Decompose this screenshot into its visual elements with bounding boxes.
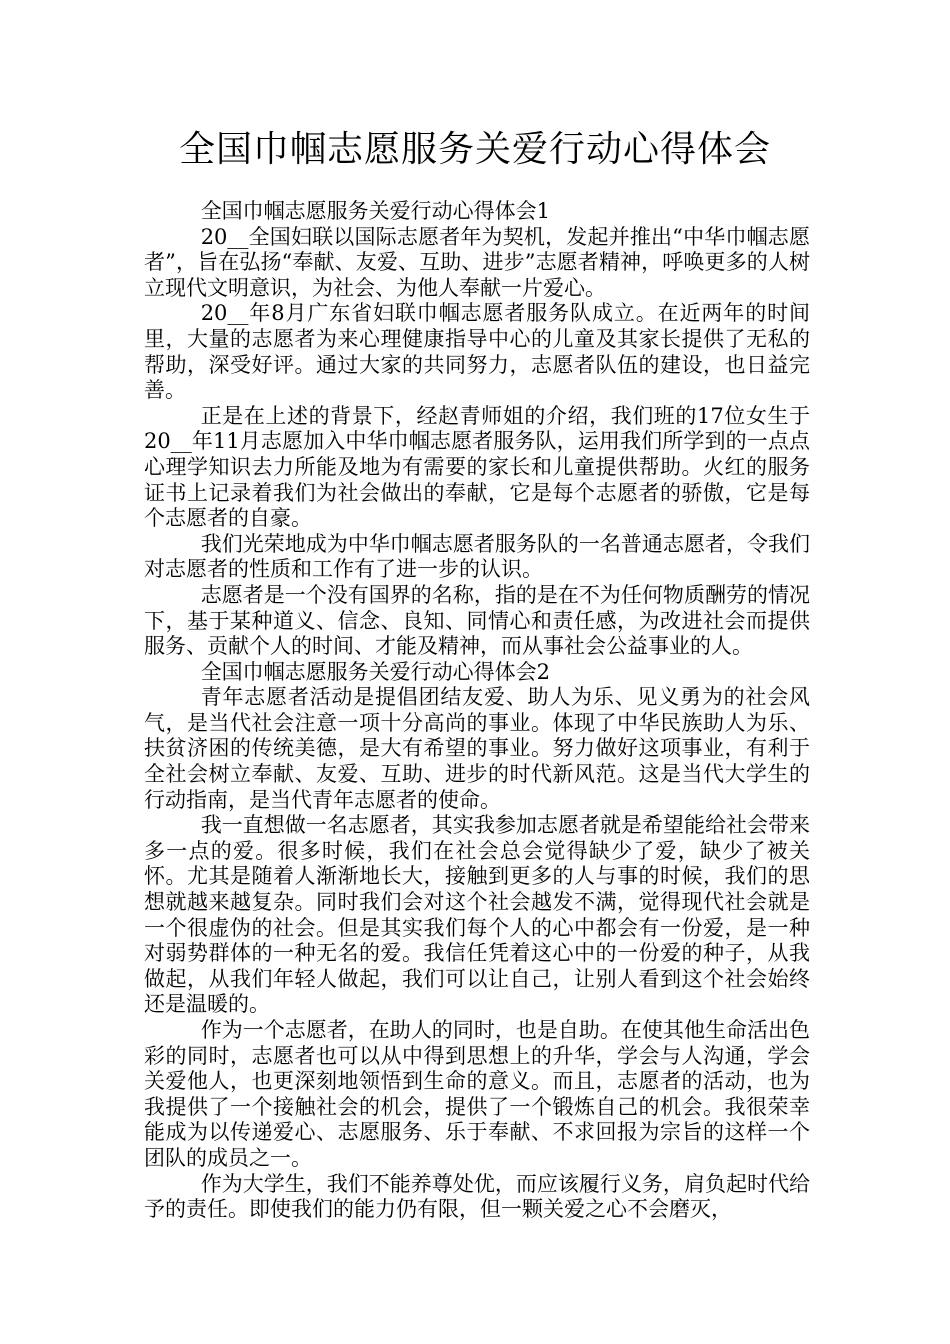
paragraph: 作为大学生，我们不能养尊处优，而应该履行义务，肩负起时代给予的责任。即使我们的能力仍有限，但一颗关爱之心不会磨灭，: [144, 1171, 810, 1222]
page-title: 全国巾帼志愿服务关爱行动心得体会: [178, 129, 771, 170]
paragraph: 我一直想做一名志愿者，其实我参加志愿者就是希望能给社会带来多一点的爱。很多时候，我们在社会总会觉得缺少了爱，缺少了被关怀。尤其是随着人渐渐地长大，接触到更多的人与事的时候，我们的思想就越来越复杂。同时我们会对这个社会越发不满，觉得现代社会就是一个很虚伪的社会。但是其实我们每个人的心中都会有一份爱，是一种对弱势群体的一种无名的爱。我信任凭着这心中的一份爱的种子，从我做起，从我们年轻人做起，我们可以让自己，让别人看到这个社会始终还是温暖的。: [144, 813, 810, 1017]
document-body: [144, 199, 810, 1223]
paragraph: 青年志愿者活动是提倡团结友爱、助人为乐、见义勇为的社会风气，是当代社会注意一项十分高尚的事业。体现了中华民族助人为乐、扶贫济困的传统美德，是大有希望的事业。努力做好这项事业，有利于全社会树立奉献、友爱、互助、进步的时代新风范。这是当代大学生的行动指南，是当代青年志愿者的使命。: [144, 685, 810, 812]
paragraph: 正是在上述的背景下，经赵青师姐的介绍，我们班的17位女生于20__年11月志愿加入中华巾帼志愿者服务队，运用我们所学到的一点点心理学知识去力所能及地为有需要的家长和儿童提供帮助。火红的服务证书上记录着我们为社会做出的奉献，它是每个志愿者的骄傲，它是每个志愿者的自豪。: [144, 403, 810, 531]
paragraph: 20__全国妇联以国际志愿者年为契机，发起并推出“中华巾帼志愿者”，旨在弘扬“奉献、友爱、互助、进步”志愿者精神，呼唤更多的人树立现代文明意识，为社会、为他人奉献一片爱心。: [144, 224, 810, 300]
section-heading-1: 全国巾帼志愿服务关爱行动心得体会1: [200, 199, 551, 223]
paragraph: 志愿者是一个没有国界的名称，指的是在不为任何物质酬劳的情况下，基于某种道义、信念、良知、同情心和责任感，为改进社会而提供服务、贡献个人的时间、才能及精神，而从事社会公益事业的人。: [144, 582, 810, 659]
paragraph: 20__年8月广东省妇联巾帼志愿者服务队成立。在近两年的时间里，大量的志愿者为来心理健康指导中心的儿童及其家长提供了无私的帮助，深受好评。通过大家的共同努力，志愿者队伍的建设，也日益完善。: [144, 301, 810, 403]
section-heading-2: 全国巾帼志愿服务关爱行动心得体会2: [200, 659, 551, 684]
paragraph: 作为一个志愿者，在助人的同时，也是自助。在使其他生命活出色彩的同时，志愿者也可以从中得到思想上的升华，学会与人沟通，学会关爱他人，也更深刻地领悟到生命的意义。而且，志愿者的活动，也为我提供了一个接触社会的机会，提供了一个锻炼自己的机会。我很荣幸能成为以传递爱心、志愿服务、乐于奉献、不求回报为宗旨的这样一个团队的成员之一。: [144, 1018, 810, 1170]
paragraph: 我们光荣地成为中华巾帼志愿者服务队的一名普通志愿者，令我们对志愿者的性质和工作有了进一步的认识。: [144, 531, 810, 582]
